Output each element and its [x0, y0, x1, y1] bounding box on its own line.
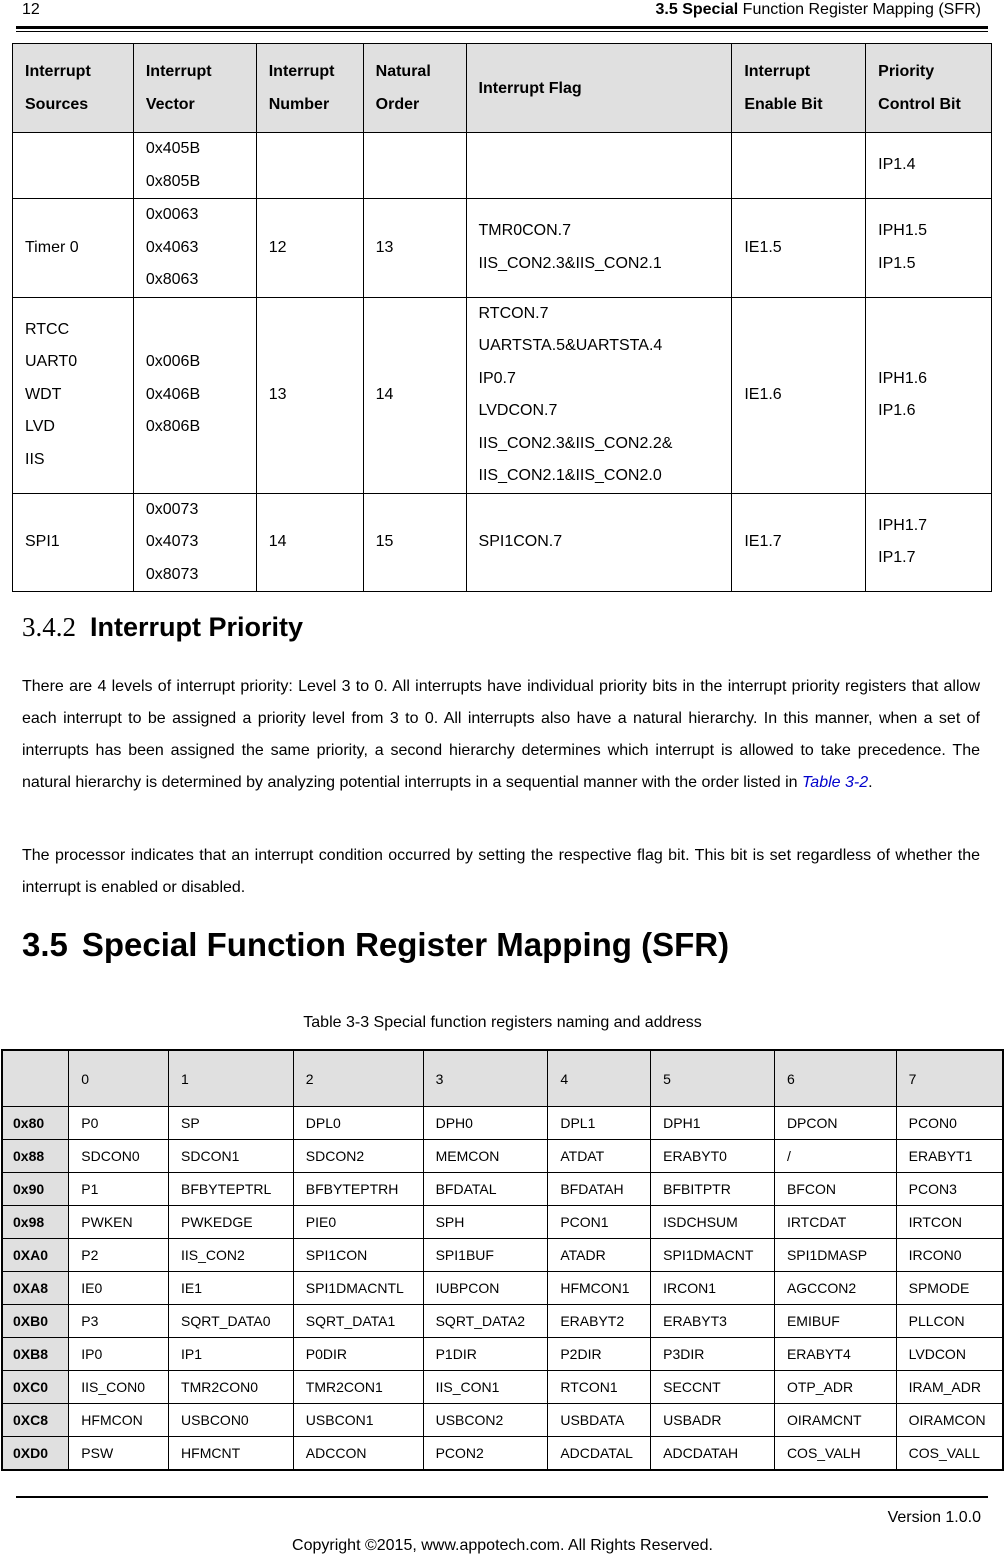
version-label: Version 1.0.0 [887, 1509, 981, 1526]
table-cell: 0x0073 0x4073 0x8073 [133, 493, 256, 592]
row-address: 0XB8 [2, 1338, 69, 1371]
row-address: 0XC8 [2, 1404, 69, 1437]
running-header-rest: Function Register Mapping (SFR) [738, 1, 981, 18]
register-name: HFMCON1 [548, 1272, 651, 1305]
register-name: USBDATA [548, 1404, 651, 1437]
register-name: OTP_ADR [774, 1371, 896, 1404]
register-name: ADCDATAL [548, 1437, 651, 1471]
col-header: 7 [896, 1050, 1003, 1107]
table-cell: IPH1.7 IP1.7 [866, 493, 992, 592]
col-header: Priority Control Bit [866, 44, 992, 133]
section-number: 3.5 [22, 926, 68, 963]
col-header: 1 [169, 1050, 294, 1107]
register-name: PIE0 [293, 1206, 423, 1239]
register-name: ATDAT [548, 1140, 651, 1173]
register-name: ADCDATAH [651, 1437, 775, 1471]
register-name: IE1 [169, 1272, 294, 1305]
col-header: 6 [774, 1050, 896, 1107]
register-name: MEMCON [423, 1140, 548, 1173]
register-name: SPMODE [896, 1272, 1003, 1305]
table-row [2, 1371, 1003, 1404]
register-name: / [774, 1140, 896, 1173]
table-row [2, 1140, 1003, 1173]
table-row [2, 1206, 1003, 1239]
register-name: SECCNT [651, 1371, 775, 1404]
register-name: P0DIR [293, 1338, 423, 1371]
table-cell [256, 133, 363, 199]
register-name: TMR2CON0 [169, 1371, 294, 1404]
register-name: P3DIR [651, 1338, 775, 1371]
section-title: Special Function Register Mapping (SFR) [81, 926, 730, 963]
col-header: Interrupt Number [256, 44, 363, 133]
register-name: USBADR [651, 1404, 775, 1437]
table-cell: IE1.5 [732, 199, 866, 298]
table-cell: IPH1.6 IP1.6 [866, 297, 992, 493]
table-row [2, 1437, 1003, 1471]
register-name: SPI1DMASP [774, 1239, 896, 1272]
table-cell [466, 133, 732, 199]
table-row [13, 493, 992, 592]
register-name: BFDATAH [548, 1173, 651, 1206]
table-row [2, 1107, 1003, 1140]
register-name: ERABYT4 [774, 1338, 896, 1371]
register-name: IP0 [69, 1338, 169, 1371]
section-heading-3-4-2 [22, 612, 303, 643]
register-name: P2DIR [548, 1338, 651, 1371]
table-cell: 14 [363, 297, 466, 493]
row-address: 0XD0 [2, 1437, 69, 1471]
register-name: BFBITPTR [651, 1173, 775, 1206]
register-name: SPI1DMACNTL [293, 1272, 423, 1305]
register-name: IUBPCON [423, 1272, 548, 1305]
table-row [2, 1404, 1003, 1437]
register-name: COS_VALL [896, 1437, 1003, 1471]
register-name: SDCON0 [69, 1140, 169, 1173]
register-name: HFMCNT [169, 1437, 294, 1471]
row-address: 0XC0 [2, 1371, 69, 1404]
table-cell: IPH1.5 IP1.5 [866, 199, 992, 298]
register-name: HFMCON [69, 1404, 169, 1437]
register-name: ERABYT0 [651, 1140, 775, 1173]
register-name: BFDATAL [423, 1173, 548, 1206]
row-address: 0x98 [2, 1206, 69, 1239]
section-heading-3-5 [22, 926, 729, 964]
col-header: Interrupt Flag [466, 44, 732, 133]
table-reference-link[interactable]: Table 3-2 [801, 774, 869, 791]
register-name: IRCON1 [651, 1272, 775, 1305]
register-name: ISDCHSUM [651, 1206, 775, 1239]
table-cell [13, 133, 134, 199]
section-number: 3.4.2 [22, 612, 76, 642]
col-header: 5 [651, 1050, 775, 1107]
col-header: Interrupt Vector [133, 44, 256, 133]
table-cell [363, 133, 466, 199]
sfr-table-header [2, 1050, 1003, 1107]
table-cell: 13 [256, 297, 363, 493]
table-row [13, 133, 992, 199]
register-name: COS_VALH [774, 1437, 896, 1471]
register-name: USBCON1 [293, 1404, 423, 1437]
register-name: IIS_CON0 [69, 1371, 169, 1404]
register-name: PCON2 [423, 1437, 548, 1471]
copyright-notice: Copyright ©2015, www.appotech.com. All Rights Reserved. [292, 1537, 713, 1554]
register-name: IE0 [69, 1272, 169, 1305]
table-row [2, 1272, 1003, 1305]
register-name: SP [169, 1107, 294, 1140]
register-name: LVDCON [896, 1338, 1003, 1371]
table-cell: 0x405B 0x805B [133, 133, 256, 199]
register-name: USBCON0 [169, 1404, 294, 1437]
interrupt-table [12, 43, 992, 592]
footer-rule [16, 1496, 988, 1498]
register-name: PCON1 [548, 1206, 651, 1239]
table-row [13, 297, 992, 493]
register-name: AGCCON2 [774, 1272, 896, 1305]
col-header: 3 [423, 1050, 548, 1107]
page-number: 12 [22, 1, 40, 18]
table-cell: SPI1CON.7 [466, 493, 732, 592]
register-name: P1DIR [423, 1338, 548, 1371]
register-name: DPH0 [423, 1107, 548, 1140]
table-cell: SPI1 [13, 493, 134, 592]
register-name: ERABYT1 [896, 1140, 1003, 1173]
register-name: P1 [69, 1173, 169, 1206]
register-name: PLLCON [896, 1305, 1003, 1338]
register-name: P0 [69, 1107, 169, 1140]
table-cell: Timer 0 [13, 199, 134, 298]
register-name: IIS_CON1 [423, 1371, 548, 1404]
paragraph-priority-levels [22, 671, 980, 799]
register-name: PWKEDGE [169, 1206, 294, 1239]
header-rule [16, 26, 988, 29]
col-header [2, 1050, 69, 1107]
col-header: Interrupt Enable Bit [732, 44, 866, 133]
paragraph-text: There are 4 levels of interrupt priority: Level 3 to 0. All interrupts have individual priority bits in the interrupt priority registers that allow each interrupt to be assigned a priority level from 3 to 0. All interrupts also have a natural hierarchy. In this manner, when a set of interrupts has been assigned the same priority, a second hierarchy determines which interrupt is allowed to take precedence. The natural hierarchy is determined by analyzing potential interrupts in a sequential manner with the order listed in [22, 678, 980, 791]
section-title: Interrupt Priority [90, 612, 304, 642]
register-name: SPI1CON [293, 1239, 423, 1272]
register-name: SQRT_DATA0 [169, 1305, 294, 1338]
register-name: BFCON [774, 1173, 896, 1206]
register-name: RTCON1 [548, 1371, 651, 1404]
table-cell: IE1.7 [732, 493, 866, 592]
table-cell: 13 [363, 199, 466, 298]
table-row [13, 199, 992, 298]
col-header: 2 [293, 1050, 423, 1107]
row-address: 0x80 [2, 1107, 69, 1140]
register-name: PCON3 [896, 1173, 1003, 1206]
header-rule-thin [16, 31, 988, 32]
table-cell: RTCC UART0 WDT LVD IIS [13, 297, 134, 493]
register-name: DPH1 [651, 1107, 775, 1140]
register-name: DPL0 [293, 1107, 423, 1140]
register-name: ADCCON [293, 1437, 423, 1471]
register-name: ERABYT2 [548, 1305, 651, 1338]
col-header: 0 [69, 1050, 169, 1107]
register-name: IRCON0 [896, 1239, 1003, 1272]
table-cell [732, 133, 866, 199]
running-header [656, 1, 981, 19]
register-name: PCON0 [896, 1107, 1003, 1140]
table-cell: 0x006B 0x406B 0x806B [133, 297, 256, 493]
table-caption: Table 3-3 Special function registers naming and address [303, 1014, 702, 1031]
table-row [2, 1239, 1003, 1272]
interrupt-table-header [13, 44, 992, 133]
register-name: IRTCDAT [774, 1206, 896, 1239]
row-address: 0x88 [2, 1140, 69, 1173]
register-name: SDCON2 [293, 1140, 423, 1173]
register-name: OIRAMCON [896, 1404, 1003, 1437]
register-name: EMIBUF [774, 1305, 896, 1338]
register-name: SQRT_DATA1 [293, 1305, 423, 1338]
sfr-table [1, 1049, 1004, 1471]
paragraph-flag-bit: The processor indicates that an interrupt condition occurred by setting the respective flag bit. This bit is set regardless of whether the interrupt is enabled or disabled. [22, 847, 980, 896]
register-name: TMR2CON1 [293, 1371, 423, 1404]
table-cell: 14 [256, 493, 363, 592]
table-cell: TMR0CON.7 IIS_CON2.3&IIS_CON2.1 [466, 199, 732, 298]
register-name: SQRT_DATA2 [423, 1305, 548, 1338]
row-address: 0x90 [2, 1173, 69, 1206]
table-row [2, 1338, 1003, 1371]
register-name: PSW [69, 1437, 169, 1471]
register-name: BFBYTEPTRL [169, 1173, 294, 1206]
register-name: IRAM_ADR [896, 1371, 1003, 1404]
col-header: 4 [548, 1050, 651, 1107]
register-name: P3 [69, 1305, 169, 1338]
running-header-bold: 3.5 Special [655, 1, 739, 18]
row-address: 0XB0 [2, 1305, 69, 1338]
register-name: DPCON [774, 1107, 896, 1140]
register-name: DPL1 [548, 1107, 651, 1140]
register-name: ATADR [548, 1239, 651, 1272]
table-cell: 12 [256, 199, 363, 298]
col-header: Interrupt Sources [13, 44, 134, 133]
register-name: P2 [69, 1239, 169, 1272]
register-name: SPI1DMACNT [651, 1239, 775, 1272]
table-cell: 0x0063 0x4063 0x8063 [133, 199, 256, 298]
register-name: SPH [423, 1206, 548, 1239]
row-address: 0XA0 [2, 1239, 69, 1272]
table-cell: IE1.6 [732, 297, 866, 493]
register-name: SDCON1 [169, 1140, 294, 1173]
register-name: BFBYTEPTRH [293, 1173, 423, 1206]
table-row [2, 1173, 1003, 1206]
col-header: Natural Order [363, 44, 466, 133]
register-name: USBCON2 [423, 1404, 548, 1437]
paragraph-end: . [868, 774, 873, 791]
register-name: PWKEN [69, 1206, 169, 1239]
table-cell: RTCON.7 UARTSTA.5&UARTSTA.4 IP0.7 LVDCON.7 IIS_CON2.3&IIS_CON2.2& IIS_CON2.1&IIS_CON2.0 [466, 297, 732, 493]
register-name: OIRAMCNT [774, 1404, 896, 1437]
register-name: IIS_CON2 [169, 1239, 294, 1272]
row-address: 0XA8 [2, 1272, 69, 1305]
register-name: ERABYT3 [651, 1305, 775, 1338]
table-cell: 15 [363, 493, 466, 592]
register-name: SPI1BUF [423, 1239, 548, 1272]
register-name: IRTCON [896, 1206, 1003, 1239]
table-cell: IP1.4 [866, 133, 992, 199]
register-name: IP1 [169, 1338, 294, 1371]
table-row [2, 1305, 1003, 1338]
